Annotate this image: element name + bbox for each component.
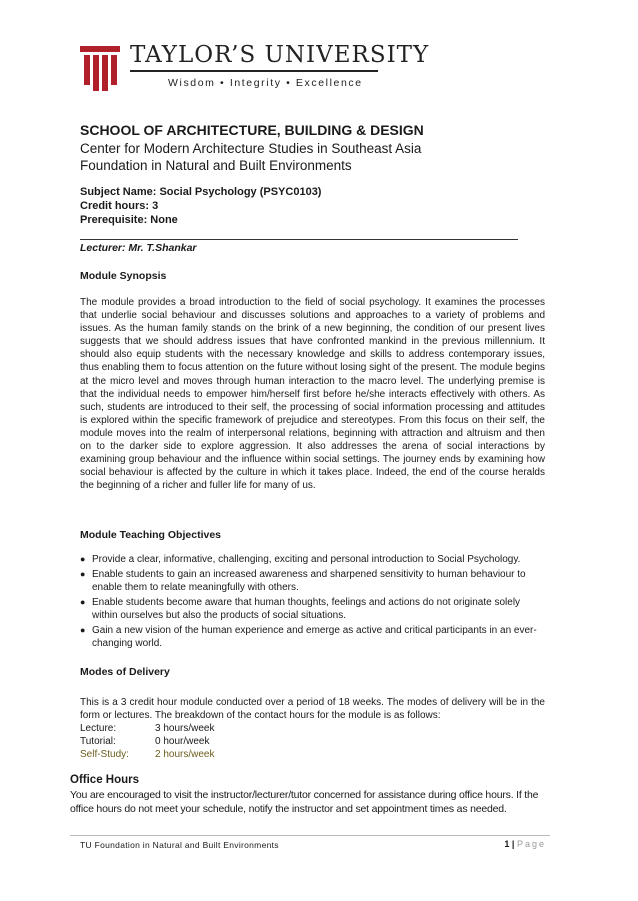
objective-text: Gain a new vision of the human experience and emerge as active and critical participants in an ever-changing world.	[92, 625, 537, 649]
center-name: Center for Modern Architecture Studies in Southeast Asia	[80, 141, 422, 156]
list-item	[80, 568, 545, 594]
hours-value: 2 hours/week	[155, 749, 215, 760]
objectives-list	[80, 553, 545, 652]
synopsis-text: The module provides a broad introduction to the field of social psychology. It examines the processes that underlie social behaviour and discusses solutions and approaches to a variety of problems and issues. As the human family stands on the brink of a new beginning, the condition of our present lives suggests that we should address issues that have confronted mankind in the previous millennium. It should also equip students with the necessary knowledge and skills to address contemporary issues, thus enabling them to focus attention on the future without losing sight of the present. The module begins at the micro level and moves through human interaction to the macro level. The underlying premise is that the individual needs to empower him/herself first before he/she interacts effectively with others. As such, students are introduced to their self, the processing of social information processing and attitudes is explored within the specific framework of prejudice and stereotypes. From this focus on their self, the module moves into the realm of interpersonal relations, beginning with attraction and altruism and then on to the darker side to explore aggression. It also addresses the arena of social interactions by examining group behaviour and the influence within social settings. The journey ends by examining how social behaviour is affected by the culture in which it takes place. Indeed, the end of the course heralds the beginning of a richer and fuller life for many of us.	[80, 297, 545, 492]
hours-label: Self-Study:	[80, 749, 129, 760]
lecturer-name: Lecturer: Mr. T.Shankar	[80, 242, 197, 254]
program-name: Foundation in Natural and Built Environments	[80, 158, 352, 173]
subject-name: Subject Name: Social Psychology (PSYC0103)	[80, 186, 322, 198]
lecturer-divider	[80, 239, 518, 240]
list-item	[80, 553, 545, 566]
hours-row-self-study	[80, 749, 214, 760]
office-hours-heading: Office Hours	[70, 774, 140, 786]
hours-value: 0 hour/week	[155, 736, 210, 747]
objective-text: Provide a clear, informative, challenging, exciting and personal introduction to Social Psychology.	[92, 554, 521, 565]
list-item	[80, 596, 545, 622]
university-crest-icon	[80, 46, 120, 94]
hours-value: 3 hours/week	[155, 723, 215, 734]
list-item	[80, 624, 545, 650]
hours-label: Lecture:	[80, 723, 117, 734]
delivery-heading: Modes of Delivery	[80, 666, 170, 678]
synopsis-heading: Module Synopsis	[80, 270, 167, 282]
objective-text: Enable students become aware that human thoughts, feelings and actions do not originate solely within ourselves but also the products of social situations.	[92, 597, 521, 621]
school-title: SCHOOL OF ARCHITECTURE, BUILDING & DESIGN	[80, 122, 424, 138]
logo-name: TAYLOR’S UNIVERSITY	[130, 42, 430, 68]
hours-row-lecture	[80, 723, 214, 734]
hours-label: Tutorial:	[80, 736, 116, 747]
credit-hours: Credit hours: 3	[80, 200, 159, 212]
page-indicator	[504, 839, 546, 849]
bullet-icon: ●	[80, 597, 86, 607]
page-label: Page	[516, 839, 546, 849]
prerequisite: Prerequisite: None	[80, 214, 178, 226]
bullet-icon: ●	[80, 554, 86, 564]
objective-text: Enable students to gain an increased awareness and sharpened sensitivity to human behaviour to enable them to relate meaningfully with others.	[92, 569, 526, 593]
page-number: 1	[504, 839, 510, 849]
objectives-heading: Module Teaching Objectives	[80, 529, 222, 541]
office-hours-text: You are encouraged to visit the instructor/lecturer/tutor concerned for assistance during office hours. If the office hours do not meet your schedule, notify the instructor and set appointment times as needed.	[70, 789, 539, 815]
delivery-text: This is a 3 credit hour module conducted over a period of 18 weeks. The modes of delivery will be in the form or lectures. The breakdown of the contact hours for the module is as follows:	[80, 697, 545, 721]
bullet-icon: ●	[80, 625, 86, 635]
hours-row-tutorial	[80, 736, 209, 747]
footer-divider	[70, 835, 550, 836]
page-separator: |	[511, 839, 515, 849]
footer-program: TU Foundation in Natural and Built Environments	[80, 840, 279, 850]
logo-tagline: Wisdom • Integrity • Excellence	[168, 77, 363, 89]
logo-divider	[130, 70, 378, 72]
university-logo	[80, 42, 430, 97]
bullet-icon: ●	[80, 569, 86, 579]
